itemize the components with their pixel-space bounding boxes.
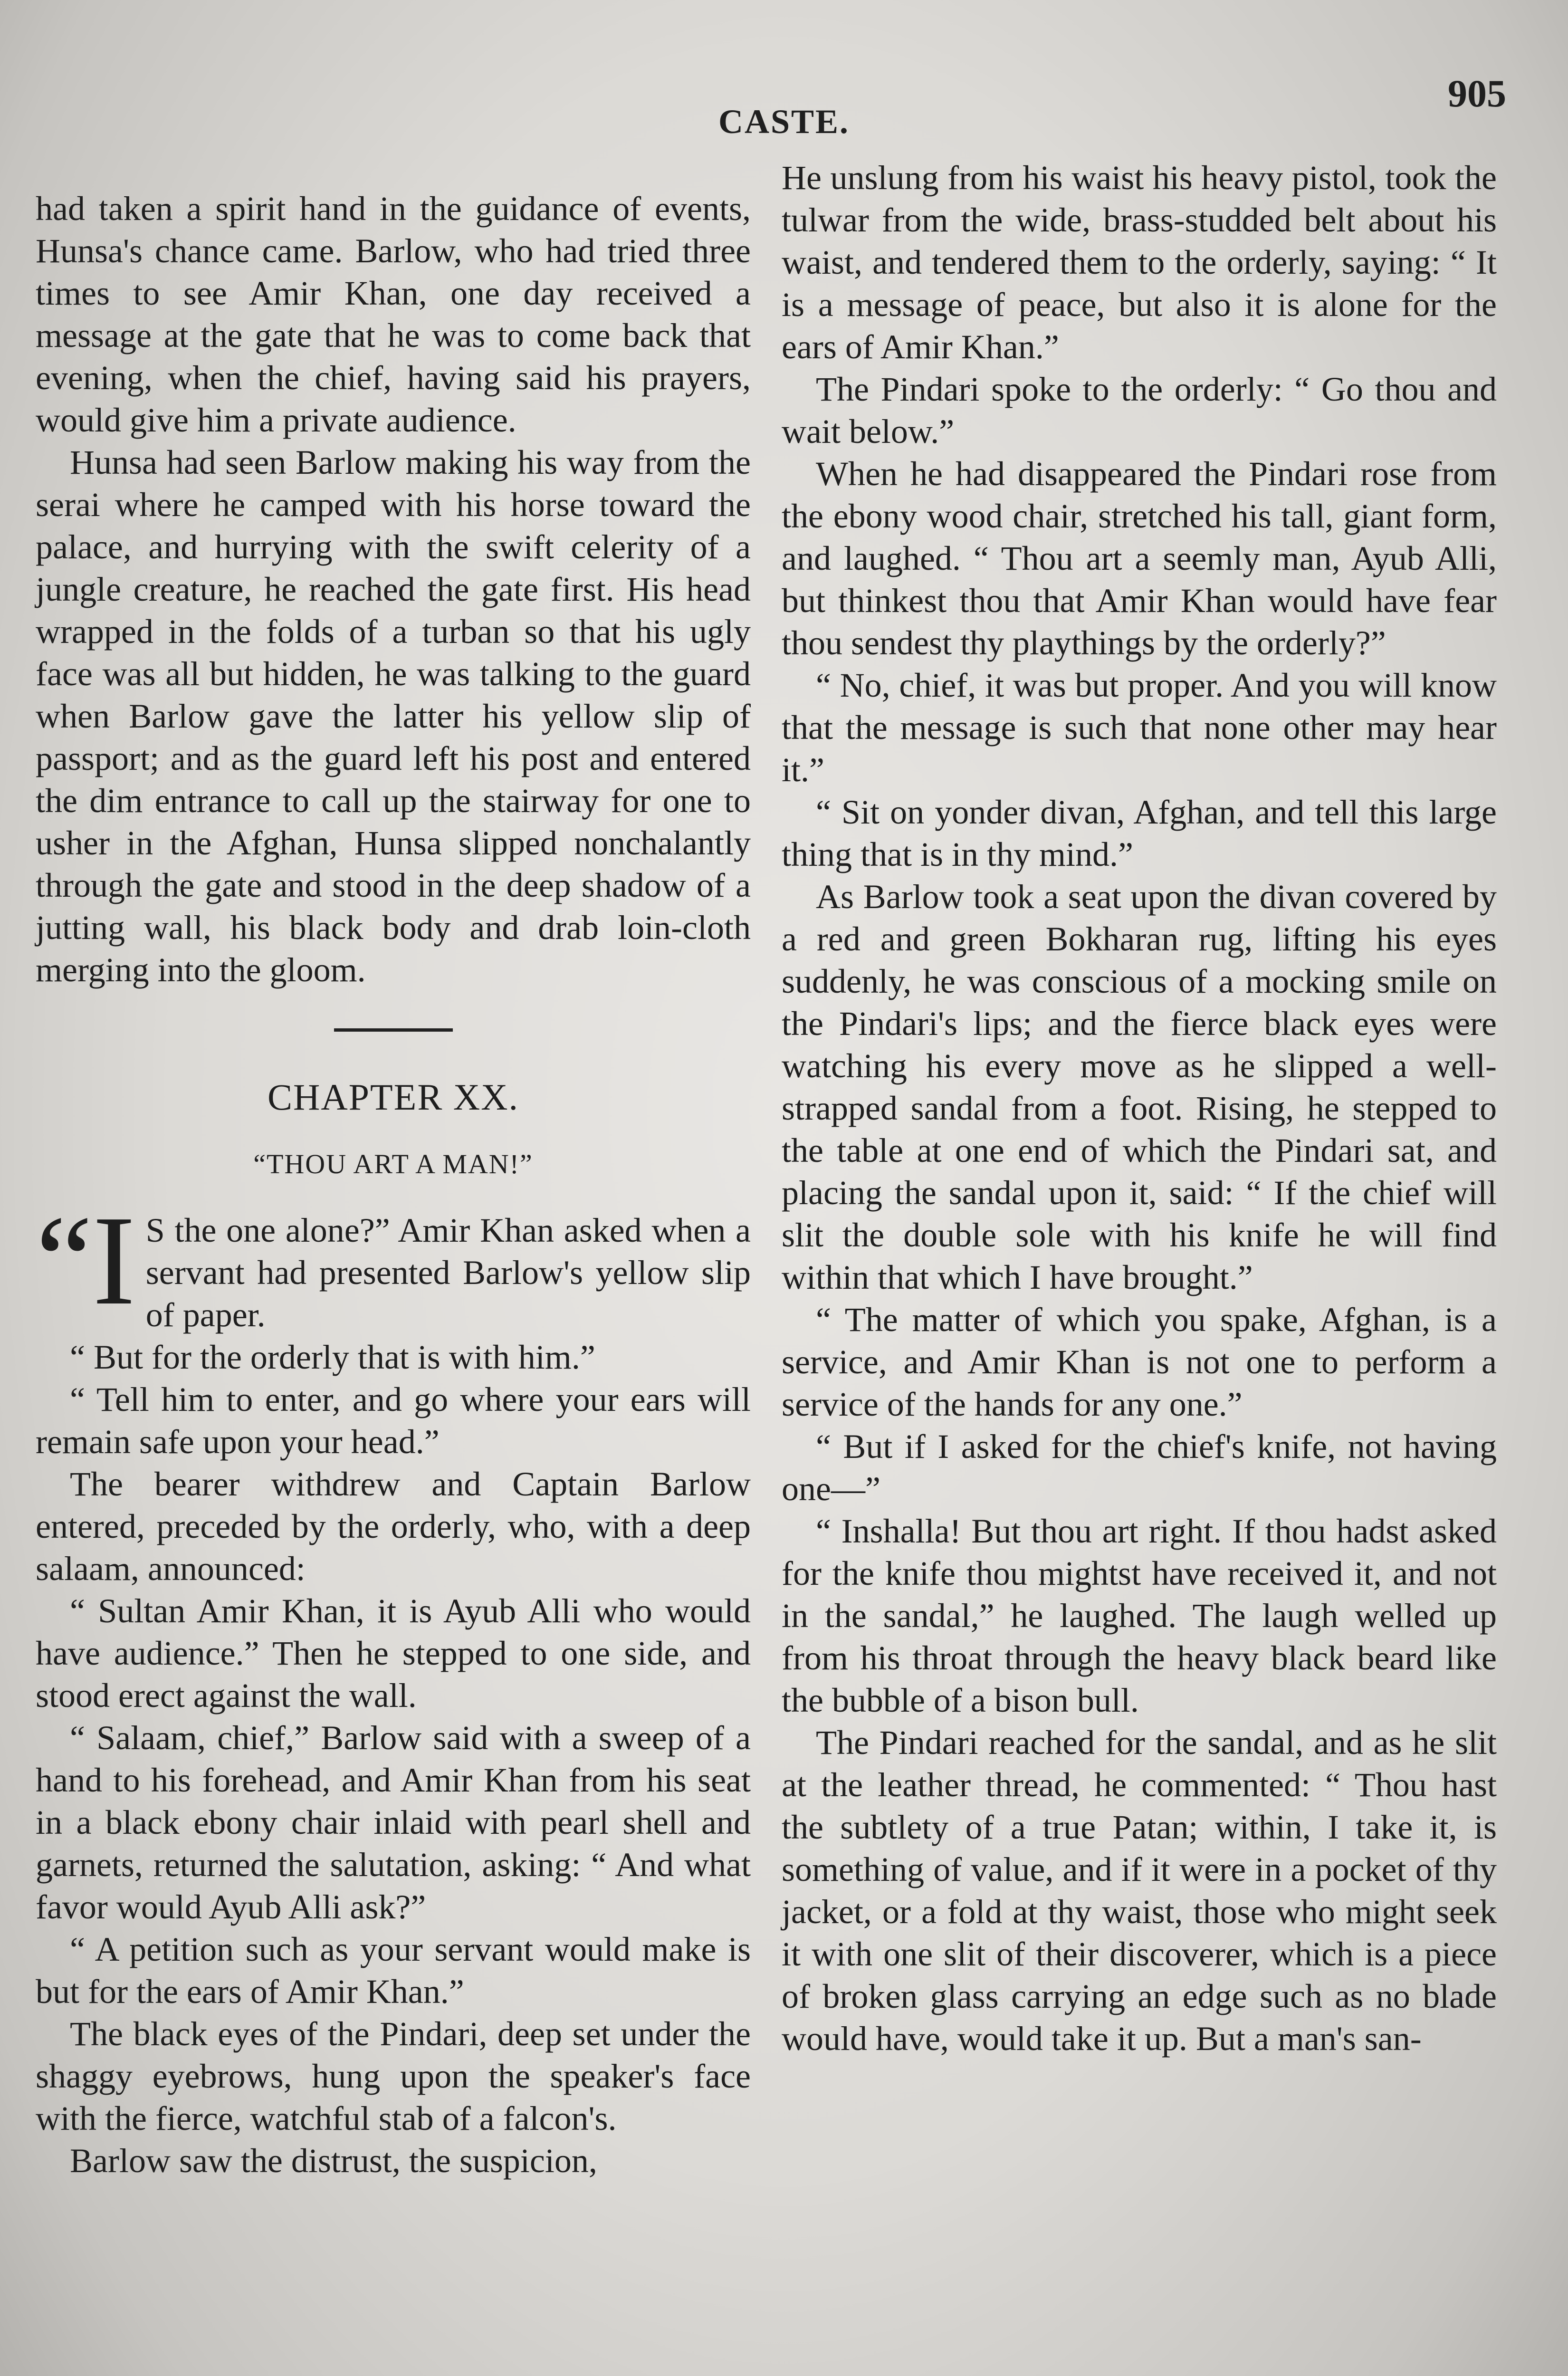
right-column <box>782 157 1497 2060</box>
opening-text: S the one alone?” Amir Khan asked when a servant had presented Barlow's yellow slip of paper. <box>145 1211 751 1334</box>
paragraph: “ Salaam, chief,” Barlow said with a sweep of a hand to his forehead, and Amir Khan from his seat in a black ebony chair inlaid with pearl shell and garnets, returned the salutation, asking: “ And what favor would Ayub Alli ask?” <box>36 1719 751 1926</box>
paragraph: “ Inshalla! But thou art right. If thou hadst asked for the knife thou mightst have received it, and not in the sandal,” he laughed. The laugh welled up from his throat through the heavy black beard like the bubble of a bison bull. <box>782 1512 1497 1719</box>
paragraph: “ Tell him to enter, and go where your ears will remain safe upon your head.” <box>36 1380 751 1461</box>
paragraph: “ But if I asked for the chief's knife, not having one—” <box>782 1428 1497 1508</box>
paragraph: When he had disappeared the Pindari rose from the ebony wood chair, stretched his tall, giant form, and laughed. “ Thou art a seemly man, Ayub Alli, but thinkest thou that Amir Khan would have fear thou sendest thy playthings by the orderly?” <box>782 455 1497 662</box>
page-number: 905 <box>1448 72 1506 115</box>
paragraph: He unslung from his waist his heavy pistol, took the tulwar from the wide, brass-studded belt about his waist, and tendered them to the orderly, saying: “ It is a message of peace, but also it is alone for the ears of Amir Khan.” <box>782 159 1497 366</box>
paragraph: “ Sultan Amir Khan, it is Ayub Alli who would have audience.” Then he stepped to one side, and stood erect against the wall. <box>36 1592 751 1715</box>
paragraph: “ A petition such as your servant would make is but for the ears of Amir Khan.” <box>36 1930 751 2011</box>
chapter-opening-paragraph <box>36 1189 751 1336</box>
paragraph: had taken a spirit hand in the guidance of events, Hunsa's chance came. Barlow, who had tried three times to see Amir Khan, one day received a message at the gate that he was to come back that evening, when the chief, having said his prayers, would give him a private audience. <box>36 190 751 439</box>
drop-cap: “I <box>36 1189 135 1332</box>
paragraph: “ Sit on yonder divan, Afghan, and tell this large thing that is in thy mind.” <box>782 793 1497 873</box>
paragraph: “ No, chief, it was but proper. And you will know that the message is such that none other may hear it.” <box>782 666 1497 789</box>
paragraph: The black eyes of the Pindari, deep set under the shaggy eyebrows, hung upon the speaker's face with the fierce, watchful stab of a falcon's. <box>36 2015 751 2137</box>
paragraph: The bearer withdrew and Captain Barlow entered, preceded by the orderly, who, with a deep salaam, announced: <box>36 1465 751 1588</box>
paragraph: As Barlow took a seat upon the divan covered by a red and green Bokharan rug, lifting his eyes suddenly, he was conscious of a mocking smile on the Pindari's lips; and the fierce black eyes were watching his every move as he slipped a well-strapped sandal from a foot. Rising, he stepped to the table at one end of which the Pindari sat, and placing the sandal upon it, said: “ If the chief will slit the double sole with his knife he will find within that which I have brought.” <box>782 878 1497 1296</box>
chapter-subtitle: “THOU ART A MAN!” <box>253 1149 533 1179</box>
section-divider <box>334 1028 453 1032</box>
paragraph: “ But for the orderly that is with him.” <box>70 1338 595 1376</box>
paragraph: The Pindari reached for the sandal, and as he slit at the leather thread, he commented: “ Thou hast the subtlety of a true Patan; within, I take it, is something of value, and if it were in a pocket of thy jacket, or a fold at thy waist, those who might seek it with one slit of their discoverer, which is a piece of broken glass carrying an edge such as no blade would have, would take it up. But a man's san- <box>782 1724 1497 2058</box>
paragraph: The Pindari spoke to the orderly: “ Go thou and wait below.” <box>782 370 1497 450</box>
running-title: CASTE. <box>718 103 850 141</box>
paragraph: “ The matter of which you spake, Afghan, is a service, and Amir Khan is not one to perform a service of the hands for any one.” <box>782 1301 1497 1423</box>
paragraph: Hunsa had seen Barlow making his way from the serai where he camped with his horse toward the palace, and hurrying with the swift celerity of a jungle creature, he reached the gate first. His head wrapped in the folds of a turban so that his ugly face was all but hidden, he was talking to the guard when Barlow gave the latter his yellow slip of passport; and as the guard left his post and entered the dim entrance to call up the stairway for one to usher in the Afghan, Hunsa slipped nonchalantly through the gate and stood in the deep shadow of a jutting wall, his black body and drab loin-cloth merging into the gloom. <box>36 443 751 989</box>
paragraph: Barlow saw the distrust, the suspicion, <box>70 2142 597 2180</box>
left-column <box>36 188 751 2182</box>
chapter-title: CHAPTER XX. <box>267 1076 519 1118</box>
